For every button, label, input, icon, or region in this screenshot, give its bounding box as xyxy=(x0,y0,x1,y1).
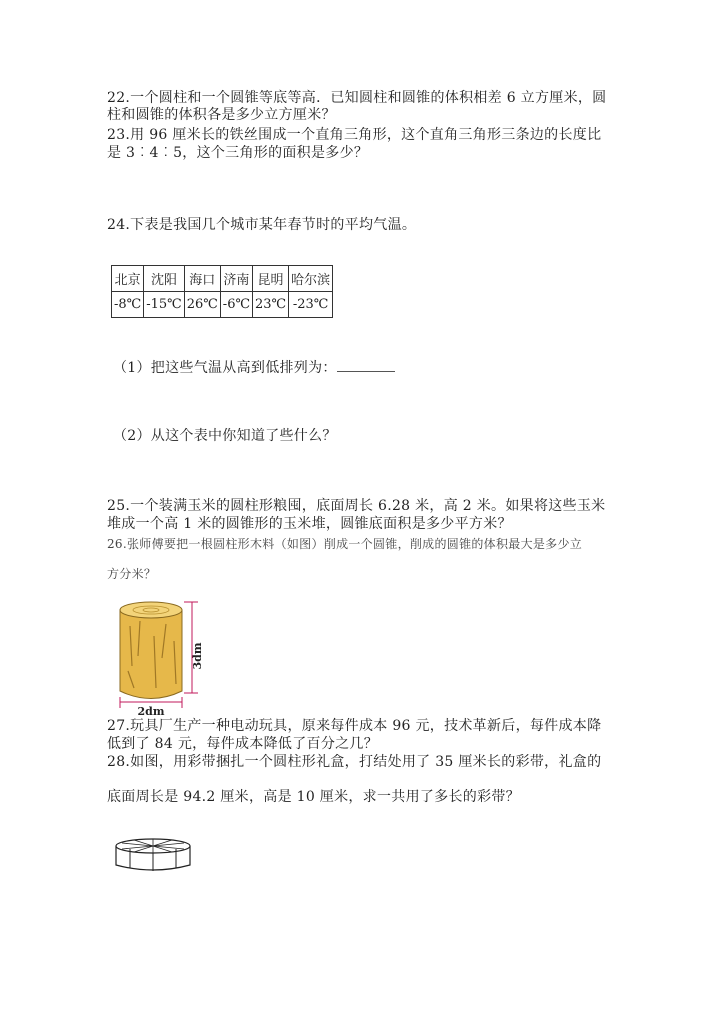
temp-cell: -23℃ xyxy=(289,292,333,318)
temp-cell: -15℃ xyxy=(144,292,184,318)
temp-cell: 23℃ xyxy=(253,292,289,318)
wood-cylinder-figure xyxy=(110,596,215,718)
q25-line2: 堆成一个高 1 米的圆锥形的玉米堆，圆锥底面积是多少平方米？ xyxy=(107,516,512,532)
temp-cell: -6℃ xyxy=(220,292,252,318)
temperature-table xyxy=(111,265,333,318)
q28-line1: 28.如图，用彩带捆扎一个圆柱形礼盒，打结处用了 35 厘米长的彩带，礼盒的 xyxy=(107,754,602,770)
city-cell: 北京 xyxy=(112,266,144,292)
height-label: 3dm xyxy=(191,642,204,670)
q24-sub1-text: （1）把这些气温从高到低排列为： xyxy=(113,360,337,376)
q25-line1: 25.一个装满玉米的圆柱形粮囤，底面周长 6.28 米，高 2 米。如果将这些玉米 xyxy=(107,498,606,514)
q27-line1: 27.玩具厂生产一种电动玩具，原来每件成本 96 元，技术革新后，每件成本降 xyxy=(107,718,602,734)
city-cell: 昆明 xyxy=(253,266,289,292)
q24-sub2: （2）从这个表中你知道了些什么？ xyxy=(113,428,337,444)
q24-intro: 24.下表是我国几个城市某年春节时的平均气温。 xyxy=(107,217,417,233)
answer-blank[interactable] xyxy=(337,359,395,372)
q26-line2: 方分米？ xyxy=(107,567,157,581)
table-row-temps xyxy=(112,292,333,318)
q23-line2: 是 3︰4︰5，这个三角形的面积是多少？ xyxy=(107,145,369,161)
q22-line1: 22.一个圆柱和一个圆锥等底等高．已知圆柱和圆锥的体积相差 6 立方厘米，圆 xyxy=(107,90,607,106)
table-row-cities xyxy=(112,266,333,292)
q23-line1: 23.用 96 厘米长的铁丝围成一个直角三角形，这个直角三角形三条边的长度比 xyxy=(107,127,602,143)
gift-box-cylinder-figure xyxy=(112,835,194,877)
city-cell: 哈尔滨 xyxy=(289,266,333,292)
q28-line2: 底面周长是 94.2 厘米，高是 10 厘米，求一共用了多长的彩带？ xyxy=(107,789,520,805)
q27-line2: 低到了 84 元，每件成本降低了百分之几？ xyxy=(107,736,379,752)
city-cell: 济南 xyxy=(220,266,252,292)
temp-cell: 26℃ xyxy=(184,292,220,318)
q26-line1: 26.张师傅要把一根圆柱形木料（如图）削成一个圆锥，削成的圆锥的体积最大是多少立 xyxy=(107,537,583,551)
q22-line2: 柱和圆锥的体积各是多少立方厘米？ xyxy=(107,107,336,123)
width-label: 2dm xyxy=(137,705,165,718)
q24-sub1 xyxy=(113,359,395,377)
city-cell: 海口 xyxy=(184,266,220,292)
cylinder-top xyxy=(120,602,182,618)
city-cell: 沈阳 xyxy=(144,266,184,292)
cylinder-body xyxy=(120,610,182,699)
temp-cell: -8℃ xyxy=(112,292,144,318)
